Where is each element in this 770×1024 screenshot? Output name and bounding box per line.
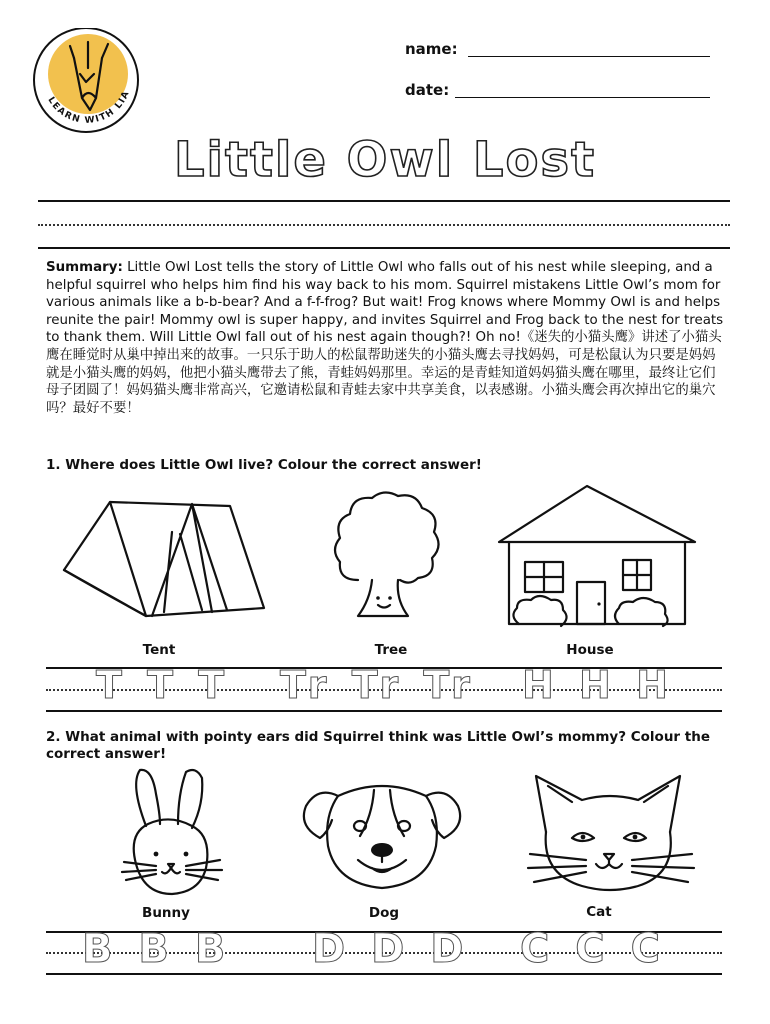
summary-text: Little Owl Lost tells the story of Little Owl who falls out of his nest while sleeping, and a helpful squirrel who helps him find his way back to his mom. Squirrel mistakens Little Owl’s mom for various animals like a b-b-bear? And a f-f-frog? But wait! Frog knows where Mommy Owl is and helps reunite the pair! Mommy owl is super happy, and invites Squirrel and Frog back to the nest for treats to thank them. Will Little Owl fall out of his nest again though?! Oh no!《迷失的小猫头鹰》讲述了小猫头鹰在睡觉时从巢中掉出来的故事。一只乐于助人的松鼠帮助迷失的小猫头鹰去寻找妈妈，可是松鼠认为只要是妈妈就是小猫头鹰的妈妈，他把小猫头鹰带去了熊，青蛙妈妈那里。幸运的是青蛙知道妈妈猫头鹰在哪里，最终让它们母子团圆了！妈妈猫头鹰非常高兴，它邀请松鼠和青蛙去家中共享美食，以表感谢。小猫头鹰会再次掉出它的巢穴吗？最好不要！ — [46, 260, 724, 416]
summary-paragraph — [46, 259, 726, 417]
page-title: Little Owl Lost — [173, 132, 597, 188]
trace-line-base-2 — [46, 973, 722, 975]
trace-text-cat[interactable]: C C C — [520, 926, 666, 972]
option-label-house: House — [566, 642, 614, 658]
house-icon[interactable] — [495, 484, 725, 634]
trace-text-tent[interactable]: T T T — [96, 663, 231, 707]
writing-line-base — [38, 247, 730, 249]
dog-icon[interactable] — [298, 776, 466, 896]
option-label-cat: Cat — [586, 904, 612, 920]
brand-logo — [30, 28, 142, 140]
tent-icon[interactable] — [52, 492, 272, 622]
date-field[interactable] — [455, 79, 710, 98]
logo-text: LEARN WITH LIA — [45, 88, 133, 126]
option-label-bunny: Bunny — [142, 905, 190, 921]
bunny-icon[interactable] — [116, 764, 226, 904]
trace-text-house[interactable]: H H H — [522, 663, 674, 707]
trace-text-dog[interactable]: D D D — [312, 926, 470, 972]
trace-line-base — [46, 710, 722, 712]
writing-line-top — [38, 200, 730, 202]
option-label-tree: Tree — [374, 642, 408, 658]
logo-icon — [30, 28, 142, 140]
question-1: 1. Where does Little Owl live? Colour the correct answer! — [46, 457, 482, 473]
cat-icon[interactable] — [526, 770, 696, 898]
option-label-tent: Tent — [142, 642, 176, 658]
summary-label: Summary: — [46, 260, 123, 275]
trace-text-bunny[interactable]: B B B — [82, 926, 232, 972]
name-field[interactable] — [468, 38, 710, 57]
question-2: 2. What animal with pointy ears did Squirrel think was Little Owl’s mommy? Colour the correct answer! — [46, 729, 711, 762]
option-label-dog: Dog — [368, 905, 400, 921]
writing-line-mid — [38, 224, 730, 226]
tree-icon[interactable] — [328, 488, 448, 624]
name-label: name: — [405, 40, 458, 58]
trace-text-tree[interactable]: Tr Tr Tr — [280, 663, 476, 707]
date-label: date: — [405, 81, 450, 99]
